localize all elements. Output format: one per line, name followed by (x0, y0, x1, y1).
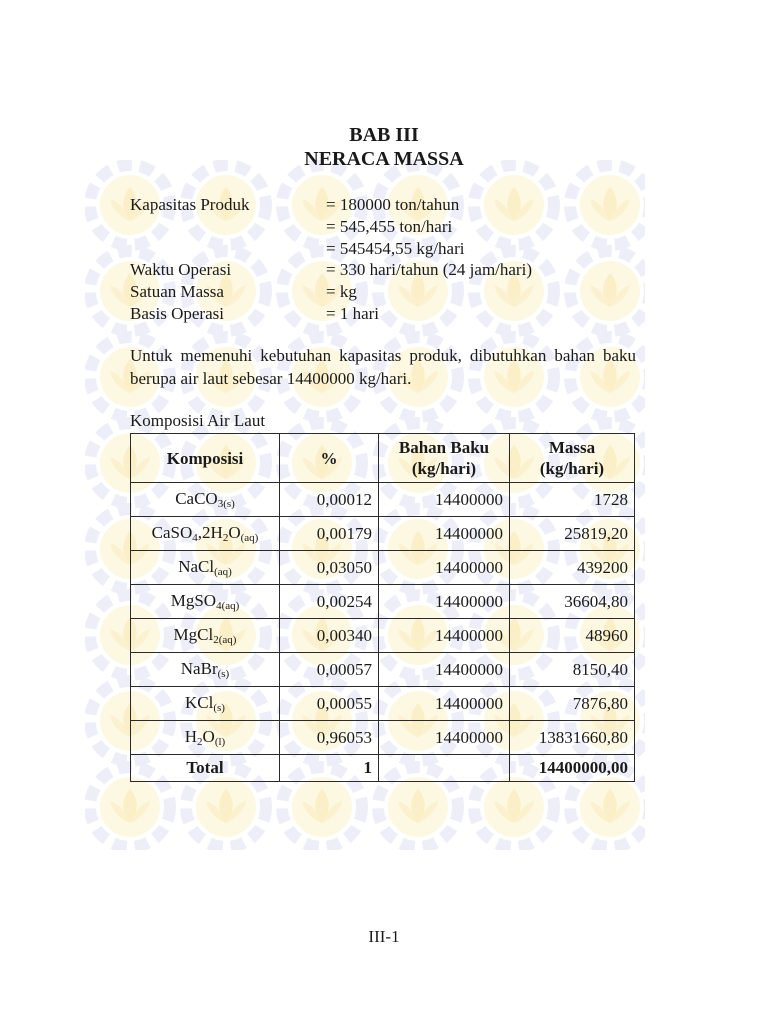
formula-formula: H (184, 727, 198, 746)
total-label: Total (131, 755, 280, 782)
formula-sub3: (aq) (240, 532, 259, 544)
composition-formula (131, 585, 280, 619)
percent-cell: 0,96053 (280, 721, 379, 755)
formula-sub1: 4 (192, 532, 198, 544)
table-row (131, 653, 635, 687)
formula-mid: O (202, 727, 215, 746)
table-row (131, 517, 635, 551)
table-row (131, 551, 635, 585)
formula-formula: MgCl (173, 625, 214, 644)
bahan-baku-cell: 14400000 (379, 551, 510, 585)
spec-value: = 1 hari (326, 303, 380, 323)
page-number: III-1 (368, 927, 400, 946)
header-massa: Massa (kg/hari) (510, 434, 635, 483)
body-paragraph: Untuk memenuhi kebutuhan kapasitas produk, dibutuhkan bahan baku berupa air laut sebesar 14400000 kg/hari. (130, 346, 636, 388)
bahan-baku-cell: 14400000 (379, 483, 510, 517)
formula-formula: NaCl (178, 557, 215, 576)
table-row (131, 687, 635, 721)
massa-cell: 25819,20 (510, 517, 635, 551)
massa-cell: 13831660,80 (510, 721, 635, 755)
chapter-subtitle: NERACA MASSA (304, 148, 464, 170)
formula-sub2: (l) (214, 736, 226, 748)
formula-sub1: (s) (213, 702, 225, 714)
percent-cell: 0,00340 (280, 619, 379, 653)
spec-value: = kg (326, 282, 357, 302)
percent-cell: 0,00179 (280, 517, 379, 551)
percent-cell: 0,00055 (280, 687, 379, 721)
spec-value: = 545,455 ton/hari (326, 216, 453, 236)
bahan-baku-cell: 14400000 (379, 619, 510, 653)
formula-tail: O (228, 523, 241, 542)
bahan-baku-cell: 14400000 (379, 721, 510, 755)
formula-formula: CaSO (151, 523, 193, 542)
total-massa: 14400000,00 (510, 755, 635, 782)
table-header-row (131, 434, 635, 483)
formula-sub2: 2 (222, 532, 229, 544)
percent-cell: 0,03050 (280, 551, 379, 585)
percent-cell: 0,00012 (280, 483, 379, 517)
percent-cell: 0,00057 (280, 653, 379, 687)
total-bahan-baku (379, 755, 510, 782)
spec-value: = 330 hari/tahun (24 jam/hari) (326, 260, 532, 280)
formula-sub1: 4(aq) (216, 600, 240, 612)
bahan-baku-cell: 14400000 (379, 517, 510, 551)
bahan-baku-cell: 14400000 (379, 653, 510, 687)
header-percent: % (280, 434, 379, 483)
formula-formula: NaBr (180, 659, 218, 678)
table-row (131, 721, 635, 755)
header-bahan-baku: Bahan Baku (kg/hari) (379, 434, 510, 483)
spec-label: Basis Operasi (130, 303, 224, 323)
total-row (131, 755, 635, 782)
formula-formula: CaCO (175, 489, 218, 508)
spec-value: = 180000 ton/tahun (326, 195, 460, 214)
massa-cell: 48960 (510, 619, 635, 653)
table-caption: Komposisi Air Laut (130, 411, 266, 430)
formula-sub1: (s) (217, 668, 230, 680)
spec-value: = 545454,55 kg/hari (326, 238, 465, 258)
formula-sub1: 2(aq) (213, 634, 237, 646)
massa-cell: 36604,80 (510, 585, 635, 619)
formula-mid: ,2H (197, 523, 223, 542)
table-row (131, 483, 635, 517)
formula-formula: KCl (185, 693, 214, 712)
spec-label: Waktu Operasi (130, 260, 232, 280)
massa-cell: 8150,40 (510, 653, 635, 687)
composition-formula (131, 619, 280, 653)
table-row (131, 619, 635, 653)
composition-table (130, 433, 635, 782)
massa-cell: 7876,80 (510, 687, 635, 721)
massa-cell: 1728 (510, 483, 635, 517)
composition-formula (131, 721, 280, 755)
percent-cell: 0,00254 (280, 585, 379, 619)
formula-formula: MgSO (170, 591, 217, 610)
total-percent: 1 (280, 755, 379, 782)
formula-sub1: 3(s) (217, 498, 235, 510)
table-row (131, 585, 635, 619)
formula-sub1: (aq) (214, 566, 232, 578)
composition-formula (131, 483, 280, 517)
chapter-title: BAB III (349, 124, 419, 146)
composition-formula (131, 653, 280, 687)
header-komposisi: Komposisi (131, 434, 280, 483)
spec-label: Kapasitas Produk (130, 195, 250, 214)
formula-sub1: 2 (197, 736, 203, 748)
composition-formula (131, 517, 280, 551)
bahan-baku-cell: 14400000 (379, 687, 510, 721)
composition-formula (131, 687, 280, 721)
composition-formula (131, 551, 280, 585)
massa-cell: 439200 (510, 551, 635, 585)
bahan-baku-cell: 14400000 (379, 585, 510, 619)
spec-label: Satuan Massa (130, 282, 224, 302)
